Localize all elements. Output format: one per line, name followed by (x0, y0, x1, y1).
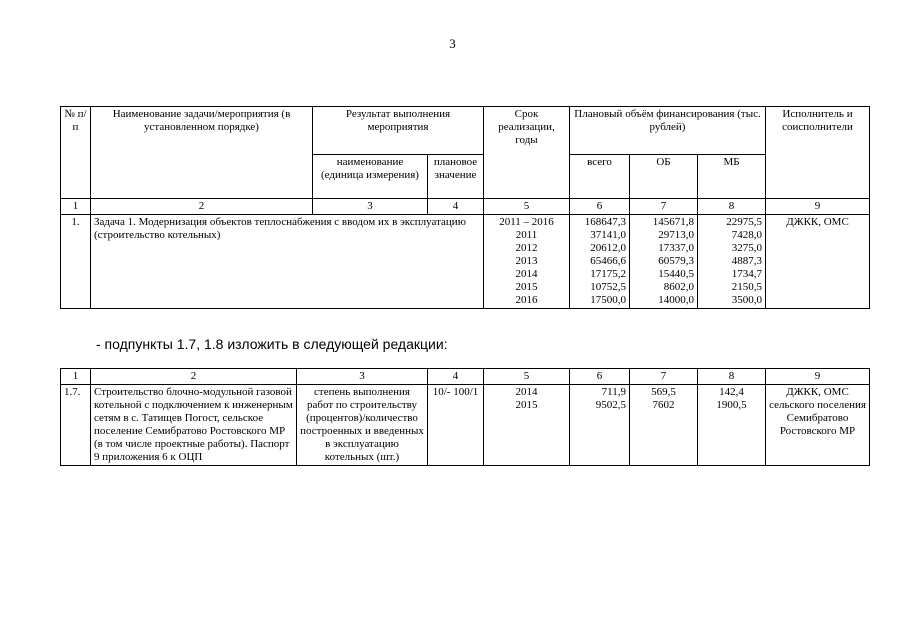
value: 3275,0 (731, 242, 763, 254)
col-number: 2 (91, 199, 313, 215)
year: 2012 (515, 242, 538, 254)
year: 2015 (515, 399, 538, 411)
value: 1900,5 (716, 399, 747, 411)
year: 2014 (515, 268, 538, 280)
year: 2015 (515, 281, 538, 293)
header-result-plan: плановое значение (428, 155, 484, 199)
col-number: 9 (766, 369, 870, 385)
value: 65466,6 (590, 255, 626, 267)
col-number: 3 (313, 199, 428, 215)
value: 7428,0 (731, 229, 763, 241)
program-table-items (60, 368, 870, 466)
header-mb: МБ (698, 155, 766, 199)
value: 3500,0 (731, 294, 763, 306)
col-number: 7 (630, 199, 698, 215)
item-ob (630, 385, 698, 466)
col-number: 3 (297, 369, 428, 385)
item-total (570, 385, 630, 466)
year: 2011 – 2016 (499, 216, 554, 228)
header-ob: ОБ (630, 155, 698, 199)
value: 2150,5 (731, 281, 763, 293)
item-plan: 10/- 100/1 (428, 385, 484, 466)
program-table-header (60, 106, 870, 309)
value: 37141,0 (590, 229, 626, 241)
task-name: Задача 1. Модернизация объектов теплоснабжения с вводом их в эксплуатацию (строительство котельных) (91, 215, 484, 309)
item-mb (698, 385, 766, 466)
value: 168647,3 (584, 216, 626, 228)
value: 10752,5 (590, 281, 626, 293)
col-number: 4 (428, 199, 484, 215)
col-number: 2 (91, 369, 297, 385)
header-total: всего (570, 155, 630, 199)
header-result-name: наименование (единица измерения) (313, 155, 428, 199)
header-name: Наименование задачи/мероприятия (в установленном порядке) (91, 107, 313, 199)
amendment-note: - подпункты 1.7, 1.8 изложить в следующей редакции: (96, 336, 448, 352)
year: 2014 (515, 386, 538, 398)
task-ob (630, 215, 698, 309)
header-executor: Исполнитель и соисполнители (766, 107, 870, 199)
item-executor: ДЖКК, ОМС сельского поселения Семибратово Ростовского МР (766, 385, 870, 466)
col-number: 5 (484, 199, 570, 215)
year: 2013 (515, 255, 538, 267)
column-number-row (61, 199, 870, 215)
value: 4887,3 (731, 255, 763, 267)
task-total (570, 215, 630, 309)
col-number: 6 (570, 369, 630, 385)
col-number: 8 (698, 199, 766, 215)
col-number: 1 (61, 199, 91, 215)
value: 60579,3 (658, 255, 694, 267)
header-num: № п/п (61, 107, 91, 199)
value: 569,5 (651, 386, 676, 398)
value: 29713,0 (658, 229, 694, 241)
value: 17337,0 (658, 242, 694, 254)
value: 1734,7 (731, 268, 763, 280)
task-years (484, 215, 570, 309)
value: 22975,5 (726, 216, 763, 228)
value: 711,9 (601, 386, 626, 398)
value: 145671,8 (652, 216, 694, 228)
item-years (484, 385, 570, 466)
item-num: 1.7. (61, 385, 91, 466)
value: 15440,5 (658, 268, 694, 280)
task-row (61, 215, 870, 309)
value: 20612,0 (590, 242, 626, 254)
year: 2011 (515, 229, 538, 241)
year: 2016 (515, 294, 538, 306)
col-number: 9 (766, 199, 870, 215)
header-volume: Плановый объём финансирования (тыс. рублей) (570, 107, 766, 155)
value: 9502,5 (595, 399, 626, 411)
value: 17175,2 (590, 268, 626, 280)
task-mb (698, 215, 766, 309)
page-number: 3 (449, 36, 456, 51)
column-number-row (61, 369, 870, 385)
col-number: 1 (61, 369, 91, 385)
item-row (61, 385, 870, 466)
header-result: Результат выполнения мероприятия (313, 107, 484, 155)
col-number: 7 (630, 369, 698, 385)
value: 8602,0 (663, 281, 694, 293)
header-term: Срок реализации, годы (484, 107, 570, 199)
task-executor: ДЖКК, ОМС (766, 215, 870, 309)
col-number: 5 (484, 369, 570, 385)
col-number: 8 (698, 369, 766, 385)
item-name: Строительство блочно-модульной газовой котельной с подключением к инженерным сетям в с. Татищев Погост, сельское поселение Семибратово Ростовского МР (в том числе проектные работы). Паспорт 9 приложения 6 к ОЦП (91, 385, 297, 466)
item-result-name: степень выполнения работ по строительству (процентов)/количество построенных и введенных в эксплуатацию котельных (шт.) (297, 385, 428, 466)
value: 14000,0 (658, 294, 694, 306)
col-number: 6 (570, 199, 630, 215)
value: 142,4 (719, 386, 744, 398)
value: 17500,0 (590, 294, 626, 306)
task-num: 1. (61, 215, 91, 309)
col-number: 4 (428, 369, 484, 385)
value: 7602 (652, 399, 675, 411)
